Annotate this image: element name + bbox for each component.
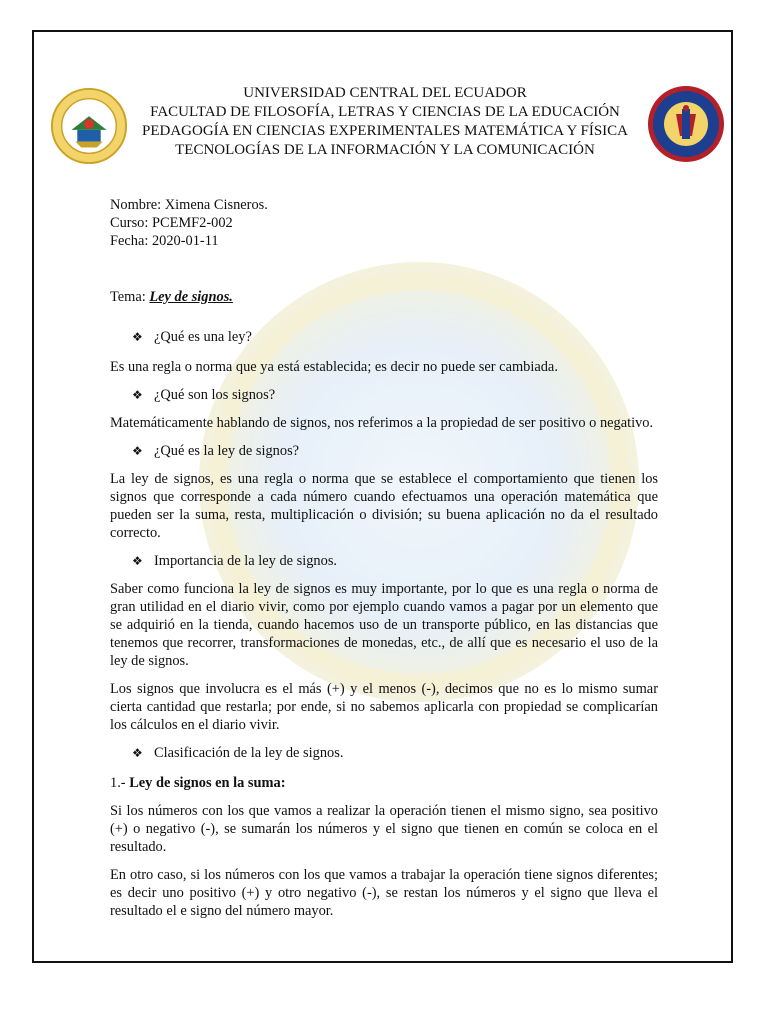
- student-name: Nombre: Ximena Cisneros.: [110, 197, 268, 213]
- answer-law-of-signs: La ley de signos, es una regla o norma que se establece el comportamiento que tienen los signos que corresponde a cada número cuando efectuamos una operación matemática que pueden ser la suma, resta, multiplicación o división; su buena aplicación no da el resultado correcto.: [110, 471, 658, 541]
- answer-what-are-signs: Matemáticamente hablando de signos, nos referimos a la propiedad de ser positivo o negativo.: [110, 415, 654, 431]
- subsection-title: Ley de signos en la suma:: [129, 775, 286, 791]
- answer-what-is-law: Es una regla o norma que ya está establecida; es decir no puede ser cambiada.: [110, 359, 558, 375]
- student-date: Fecha: 2020-01-11: [110, 233, 219, 249]
- faculty-seal-logo: [646, 84, 726, 164]
- question-what-are-signs: ¿Qué son los signos?: [154, 387, 276, 403]
- topic-label: Tema:: [110, 289, 150, 305]
- diamond-bullet-icon: ❖: [132, 444, 143, 458]
- document-header: [130, 84, 640, 160]
- header-subject: TECNOLOGÍAS DE LA INFORMACIÓN Y LA COMUNICACIÓN: [175, 142, 595, 158]
- answer-importance-1: Saber como funciona la ley de signos es muy importante, por lo que es una regla o norma de gran utilidad en el diario vivir, como por ejemplo cuando vamos a pagar por un elemento que se adquirió en la tienda, cuando hacemos uso de un transporte público, en las distancias que tenemos que recorrer, transformaciones de monedas, etc., de allí que es necesario el uso de la ley de signos.: [110, 581, 658, 669]
- header-faculty: FACULTAD DE FILOSOFÍA, LETRAS Y CIENCIAS DE LA EDUCACIÓN: [150, 104, 620, 120]
- question-law-of-signs: ¿Qué es la ley de signos?: [154, 443, 300, 459]
- document-body: [110, 196, 658, 920]
- question-what-is-law: ¿Qué es una ley?: [154, 329, 252, 345]
- diamond-bullet-icon: ❖: [132, 388, 143, 402]
- diamond-bullet-icon: ❖: [132, 554, 143, 568]
- header-program: PEDAGOGÍA EN CIENCIAS EXPERIMENTALES MATEMÁTICA Y FÍSICA: [141, 123, 629, 139]
- diamond-bullet-icon: ❖: [132, 746, 143, 760]
- question-item: [132, 442, 658, 460]
- answer-importance-2: Los signos que involucra es el más (+) y el menos (-), decimos que no es lo mismo sumar cierta cantidad que restarla; por ende, si no sabemos aplicarla con propiedad se complicarían los cálculos en el diario vivir.: [110, 681, 658, 733]
- question-item: [132, 552, 658, 570]
- subsection-number: 1.-: [110, 775, 130, 791]
- question-importance: Importancia de la ley de signos.: [154, 553, 338, 569]
- topic-line: [110, 288, 658, 306]
- student-course: Curso: PCEMF2-002: [110, 215, 233, 231]
- topic-value: Ley de signos.: [149, 289, 233, 305]
- diamond-bullet-icon: ❖: [132, 330, 143, 344]
- subsection-heading: [110, 774, 658, 792]
- sum-rule-paragraph-1: Si los números con los que vamos a realizar la operación tienen el mismo signo, sea positivo (+) o negativo (-), se sumarán los números y el signo que tienen en común se coloca en el resultado.: [110, 803, 658, 855]
- question-item: [132, 744, 658, 762]
- question-item: [132, 386, 658, 404]
- sum-rule-paragraph-2: En otro caso, si los números con los que vamos a trabajar la operación tiene signos diferentes; es decir uno positivo (+) y otro negativo (-), se restan los números y el signo que lleva el resultado el e signo del número mayor.: [110, 867, 658, 919]
- question-classification: Clasificación de la ley de signos.: [154, 745, 344, 761]
- question-item: [132, 328, 658, 346]
- header-university: UNIVERSIDAD CENTRAL DEL ECUADOR: [243, 85, 527, 101]
- university-seal-logo: [50, 87, 128, 165]
